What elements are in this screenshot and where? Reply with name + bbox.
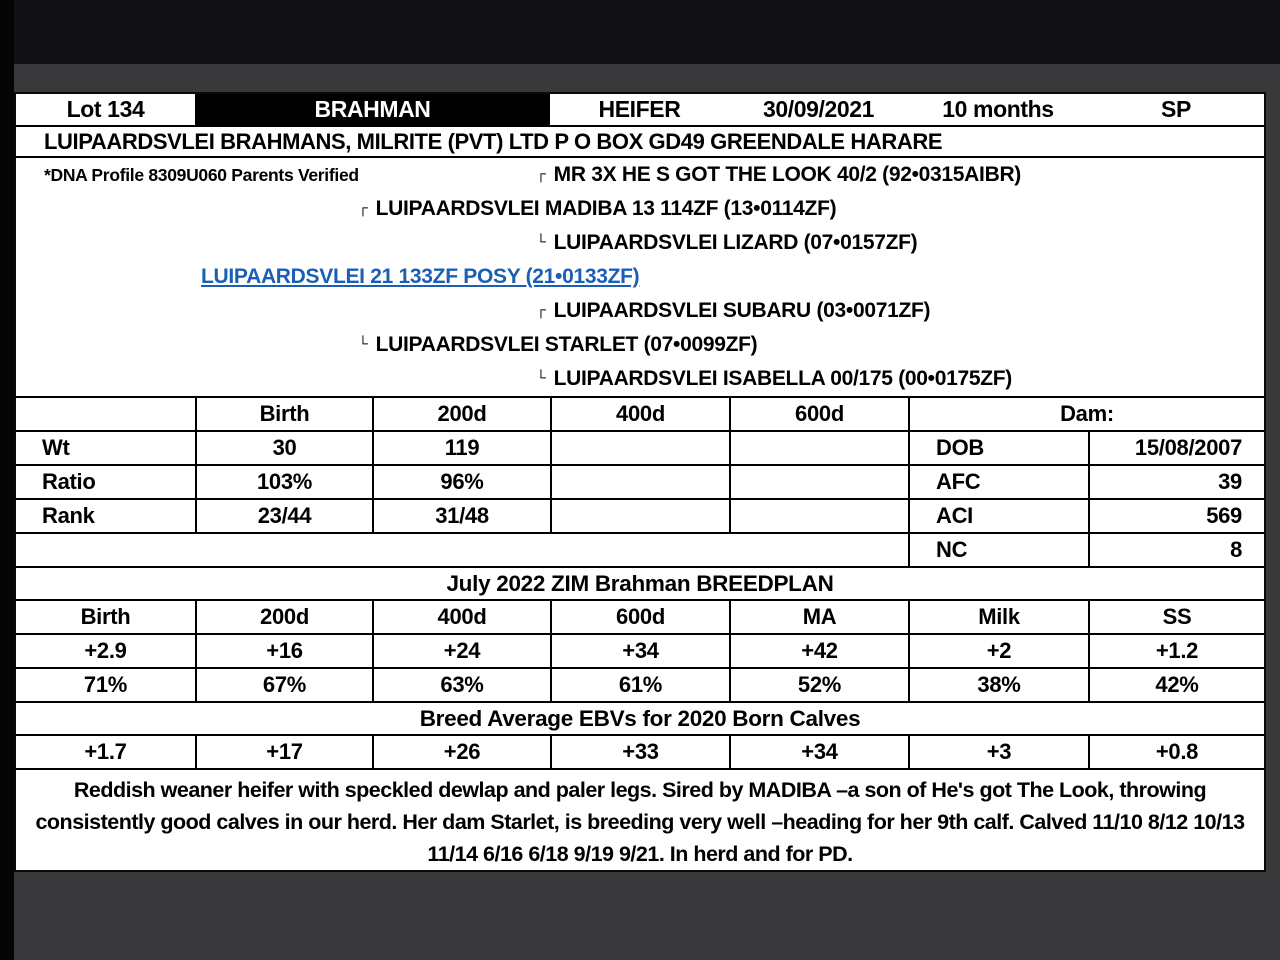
catalog-page — [14, 92, 1266, 872]
dam-dam-name: LUIPAARDSVLEI ISABELLA 00/175 (00•0175ZF) — [553, 367, 1012, 390]
growth-value: 96% — [372, 464, 550, 498]
ebv-header-row — [16, 599, 1264, 633]
dam-label: ACI — [908, 498, 1088, 532]
pedigree-sire-dam — [536, 226, 917, 260]
breeder-address: LUIPAARDSVLEI BRAHMANS, MILRITE (PVT) LTD P O BOX GD49 GREENDALE HARARE — [16, 127, 1264, 158]
ebv-value-row — [16, 633, 1264, 667]
dam-label: AFC — [908, 464, 1088, 498]
breed-average-row — [16, 734, 1264, 768]
branch-bottom-icon: └ — [358, 335, 368, 351]
growth-corner-cell — [16, 396, 195, 430]
pedigree-dam-dam — [536, 362, 1012, 396]
dam-section-header: Dam: — [908, 396, 1264, 430]
branch-bottom-icon: └ — [536, 233, 546, 249]
dam-label: NC — [908, 532, 1088, 566]
ebv-accuracy: 42% — [1088, 667, 1264, 701]
ebv-accuracy: 61% — [550, 667, 729, 701]
ebv-accuracy: 63% — [372, 667, 550, 701]
sex-label: HEIFER — [598, 96, 681, 122]
row-label: Ratio — [16, 464, 195, 498]
ebv-column-header: Birth — [16, 599, 195, 633]
dam-value: 15/08/2007 — [1088, 430, 1264, 464]
growth-value — [729, 430, 908, 464]
top-dark-bar — [0, 0, 1280, 64]
pedigree-dam-sire — [536, 294, 930, 328]
row-label: Wt — [16, 430, 195, 464]
ebv-column-header: Milk — [908, 599, 1088, 633]
growth-value — [550, 464, 729, 498]
birth-date: 30/09/2021 — [762, 96, 875, 122]
ebv-value: +2 — [908, 633, 1088, 667]
breed-average-value: +17 — [195, 734, 372, 768]
branch-top-icon: ┌ — [358, 199, 368, 215]
ebv-column-header: 400d — [372, 599, 550, 633]
sale-code: SP — [1161, 96, 1191, 122]
ebv-value: +1.2 — [1088, 633, 1264, 667]
animal-name-link[interactable] — [201, 260, 639, 294]
branch-bottom-icon: └ — [536, 369, 546, 385]
growth-row-rank — [16, 498, 1264, 532]
growth-row-ratio — [16, 464, 1264, 498]
ebv-accuracy: 71% — [16, 667, 195, 701]
ebv-value: +16 — [195, 633, 372, 667]
ebv-column-header: MA — [729, 599, 908, 633]
ebv-column-header: 600d — [550, 599, 729, 633]
col-header-birth: Birth — [195, 396, 372, 430]
breed-average-value: +0.8 — [1088, 734, 1264, 768]
animal-name[interactable]: LUIPAARDSVLEI 21 133ZF POSY (21•0133ZF) — [201, 265, 640, 288]
growth-value: 30 — [195, 430, 372, 464]
pedigree-dam — [358, 328, 757, 362]
growth-header-row — [16, 396, 1264, 430]
ebv-accuracy: 67% — [195, 667, 372, 701]
ebv-value: +42 — [729, 633, 908, 667]
branch-top-icon: ┌ — [536, 301, 546, 317]
ebv-accuracy-row — [16, 667, 1264, 701]
growth-value — [550, 430, 729, 464]
ebv-value: +34 — [550, 633, 729, 667]
breed-average-value: +26 — [372, 734, 550, 768]
sire-dam-name: LUIPAARDSVLEI LIZARD (07•0157ZF) — [553, 231, 918, 254]
growth-value: 31/48 — [372, 498, 550, 532]
ebv-value: +2.9 — [16, 633, 195, 667]
blank-cell — [16, 532, 908, 566]
breed-average-value: +1.7 — [16, 734, 195, 768]
col-header-400d: 400d — [550, 396, 729, 430]
sire-sire-name: MR 3X HE S GOT THE LOOK 40/2 (92•0315AIBR) — [553, 163, 1022, 186]
ebv-column-header: SS — [1088, 599, 1264, 633]
growth-row-nc — [16, 532, 1264, 566]
growth-value: 23/44 — [195, 498, 372, 532]
ebv-value: +24 — [372, 633, 550, 667]
pedigree-tree — [16, 158, 1264, 396]
ebv-column-header: 200d — [195, 599, 372, 633]
header-row — [16, 94, 1264, 127]
sire-name: LUIPAARDSVLEI MADIBA 13 114ZF (13•0114ZF) — [375, 197, 837, 220]
row-label: Rank — [16, 498, 195, 532]
age-label: 10 months — [942, 96, 1054, 122]
breed-average-title: Breed Average EBVs for 2020 Born Calves — [16, 701, 1264, 734]
left-dark-bar — [0, 0, 14, 960]
breedplan-title: July 2022 ZIM Brahman BREEDPLAN — [16, 566, 1264, 599]
breed-average-value: +3 — [908, 734, 1088, 768]
ebv-accuracy: 52% — [729, 667, 908, 701]
dam-name: LUIPAARDSVLEI STARLET (07•0099ZF) — [375, 333, 758, 356]
breed-banner: BRAHMAN — [195, 94, 550, 125]
description-text: Reddish weaner heifer with speckled dewlap and paler legs. Sired by MADIBA –a son of He's got The Look, throwing consistently good calves in our herd. Her dam Starlet, is breeding very well –heading for her 9th calf. Calved 11/10 8/12 10/13 11/14 6/16 6/18 9/19 9/21. In herd and for PD. — [16, 768, 1264, 872]
growth-value: 103% — [195, 464, 372, 498]
pedigree-sire-sire — [536, 158, 1021, 192]
growth-value — [729, 498, 908, 532]
pedigree-sire — [358, 192, 836, 226]
breed-average-value: +34 — [729, 734, 908, 768]
dna-profile-note: *DNA Profile 8309U060 Parents Verified — [44, 164, 359, 185]
growth-value: 119 — [372, 430, 550, 464]
dam-label: DOB — [908, 430, 1088, 464]
growth-value — [550, 498, 729, 532]
col-header-600d: 600d — [729, 396, 908, 430]
lot-number: Lot 134 — [66, 96, 145, 122]
dam-value: 569 — [1088, 498, 1264, 532]
growth-value — [729, 464, 908, 498]
ebv-accuracy: 38% — [908, 667, 1088, 701]
breed-average-value: +33 — [550, 734, 729, 768]
dam-sire-name: LUIPAARDSVLEI SUBARU (03•0071ZF) — [553, 299, 931, 322]
branch-top-icon: ┌ — [536, 165, 546, 181]
dam-value: 8 — [1088, 532, 1264, 566]
dam-value: 39 — [1088, 464, 1264, 498]
growth-row-wt — [16, 430, 1264, 464]
col-header-200d: 200d — [372, 396, 550, 430]
